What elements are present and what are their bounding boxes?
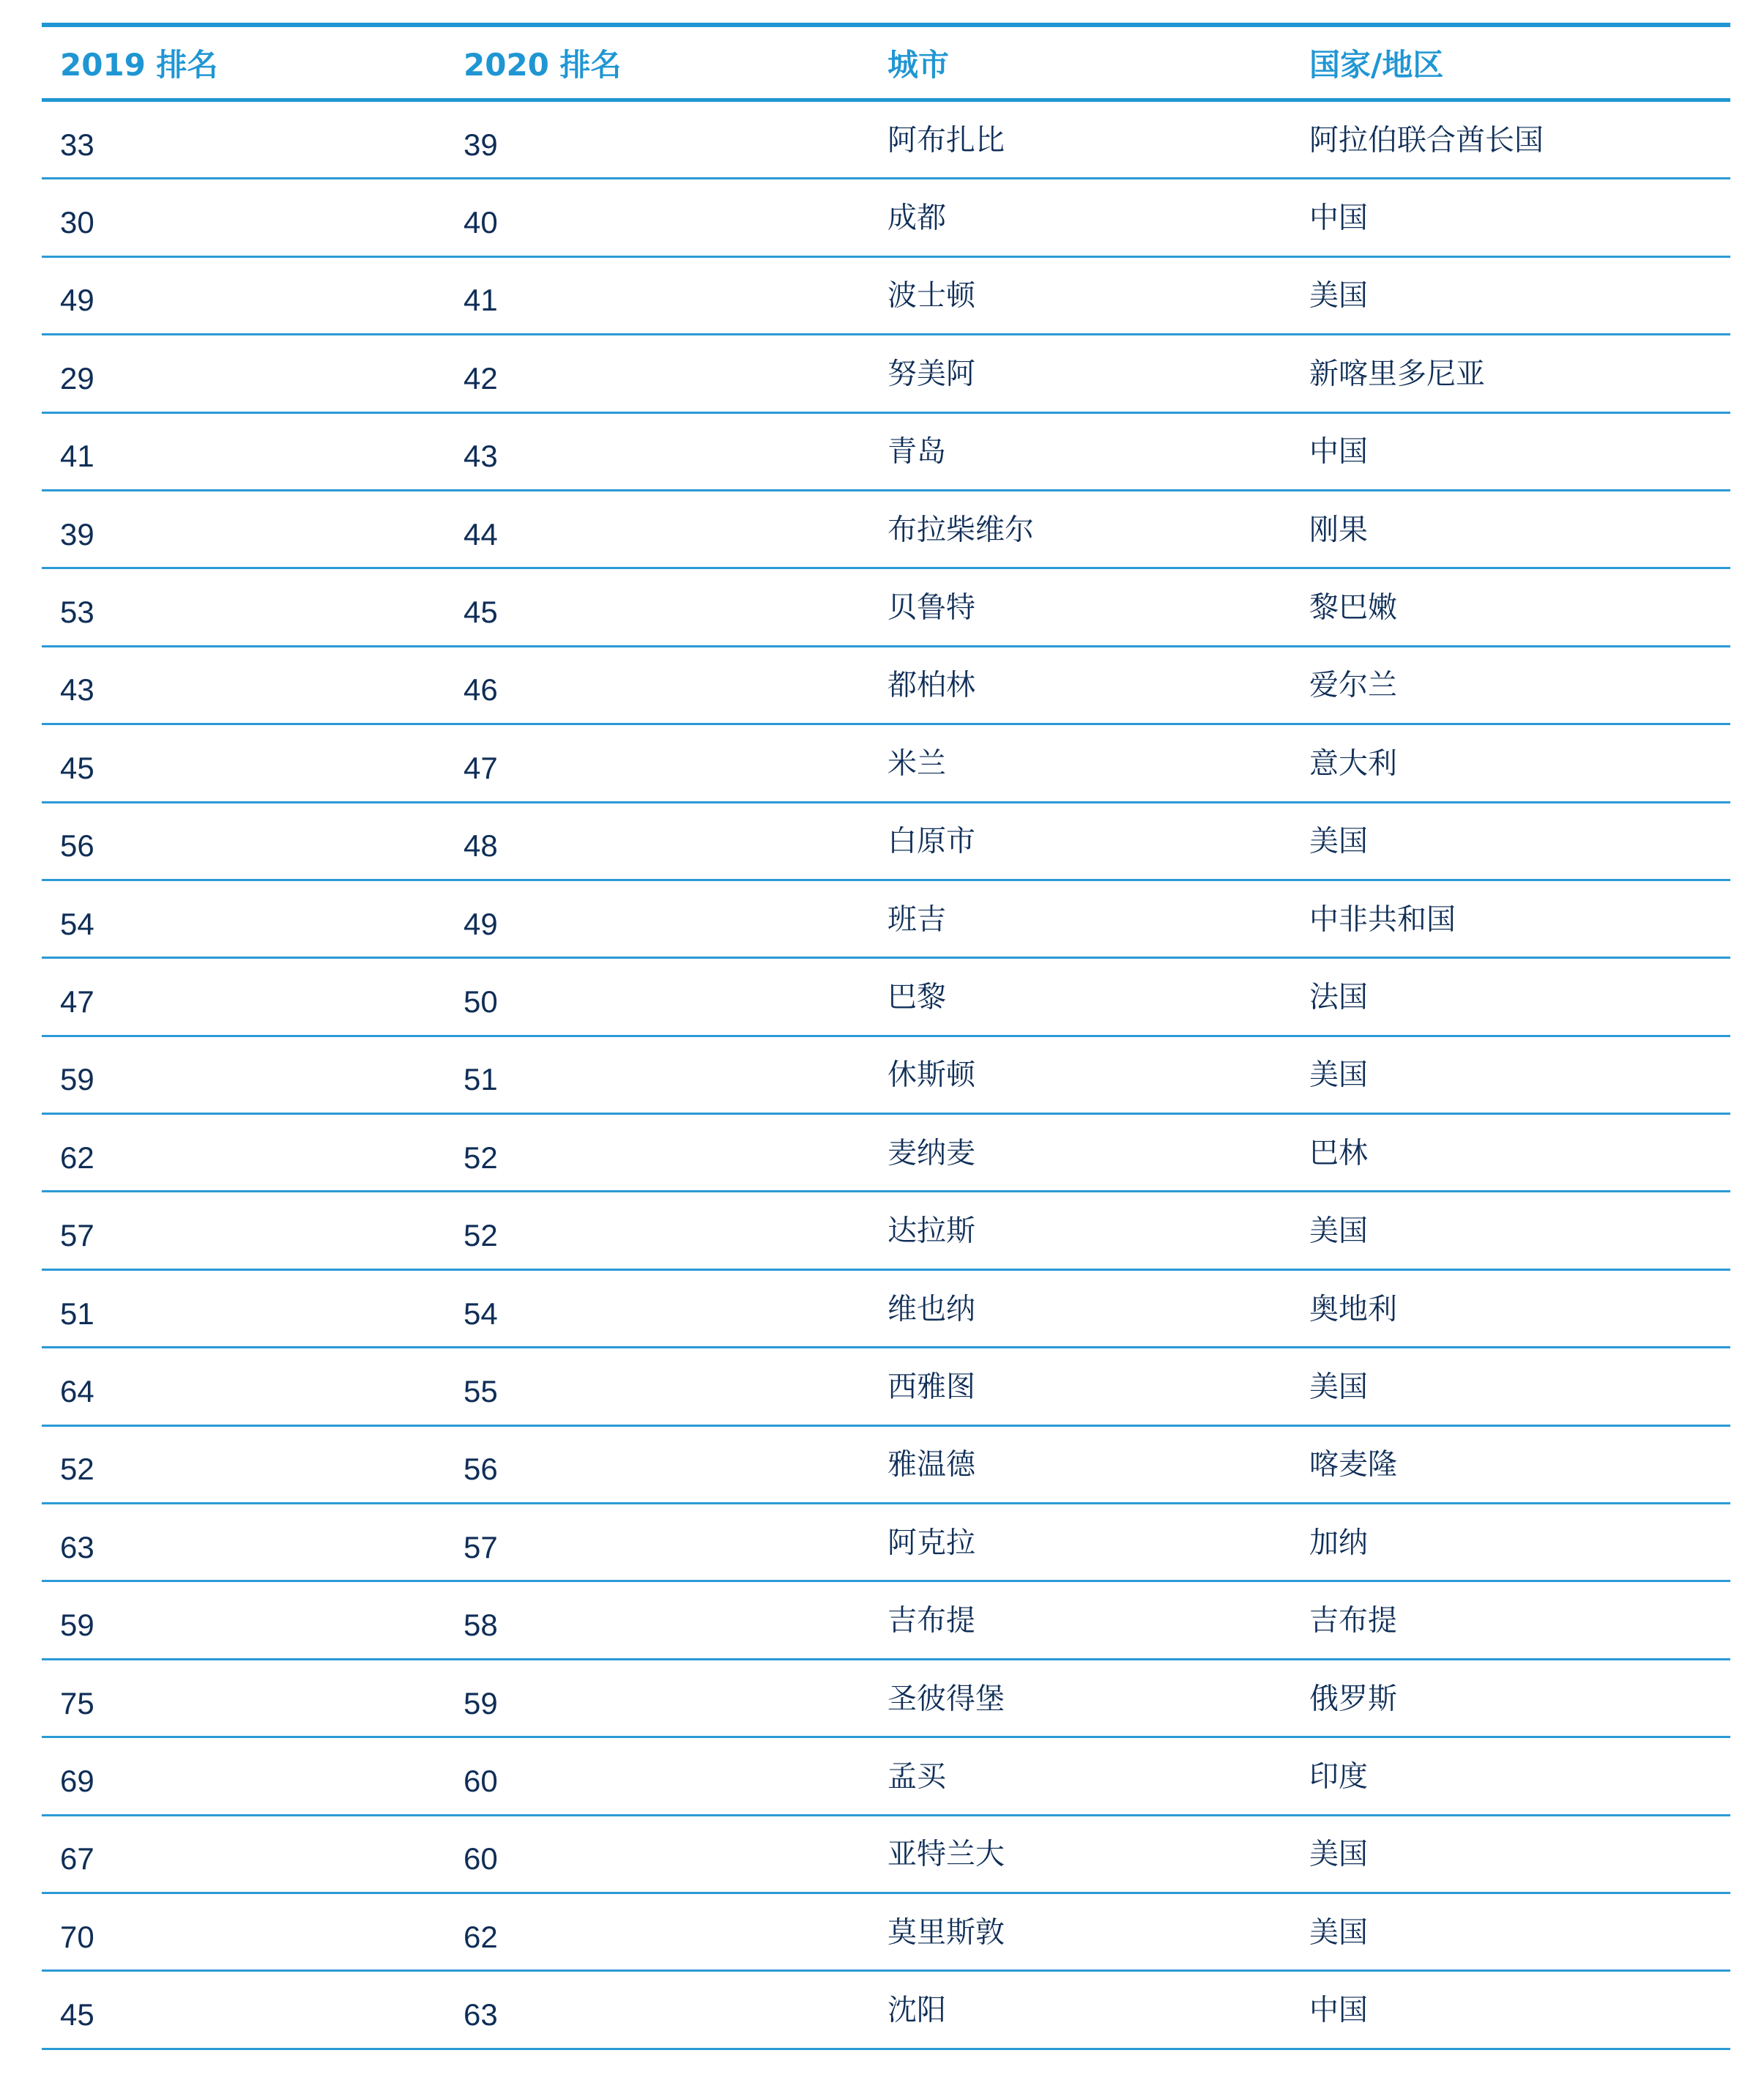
cell-rank-2020: 56 (464, 1452, 498, 1487)
cell-city: 亚特兰大 (887, 1837, 1005, 1871)
cell-country: 中国 (1309, 201, 1368, 235)
table-row (42, 179, 1730, 257)
cell-city: 白原市 (887, 824, 975, 858)
column-header-2019-rank: 2019 排名 (60, 46, 218, 83)
cell-rank-2020: 52 (464, 1140, 498, 1175)
table-row (42, 1582, 1730, 1660)
cell-city: 莫里斯敦 (887, 1915, 1005, 1950)
cell-rank-2019: 75 (60, 1685, 94, 1720)
cell-rank-2020: 48 (464, 828, 498, 864)
cell-city: 都柏林 (887, 669, 975, 703)
cell-city: 雅温德 (887, 1447, 975, 1482)
table-row (42, 1427, 1730, 1504)
cell-country: 奥地利 (1309, 1292, 1397, 1326)
cell-rank-2019: 67 (60, 1841, 94, 1876)
table-row (42, 647, 1730, 725)
cell-country: 新喀里多尼亚 (1309, 357, 1485, 391)
cell-country: 法国 (1309, 980, 1368, 1014)
column-header-country: 国家/地区 (1309, 46, 1444, 83)
cell-city: 贝鲁特 (887, 590, 975, 625)
cell-rank-2019: 57 (60, 1218, 94, 1253)
cell-rank-2020: 42 (464, 361, 498, 396)
cell-rank-2019: 51 (60, 1296, 94, 1331)
column-header-2020-rank: 2020 排名 (464, 46, 622, 83)
cell-country: 刚果 (1309, 513, 1368, 547)
cell-country: 阿拉伯联合酋长国 (1309, 123, 1544, 157)
cell-rank-2019: 59 (60, 1608, 94, 1643)
cell-rank-2019: 64 (60, 1374, 94, 1409)
cell-rank-2019: 49 (60, 283, 94, 318)
table-row (42, 1738, 1730, 1816)
table-row (42, 803, 1730, 881)
cell-rank-2020: 45 (464, 595, 498, 630)
table-row (42, 491, 1730, 569)
cell-country: 美国 (1309, 1370, 1368, 1404)
cell-rank-2020: 59 (464, 1685, 498, 1720)
cell-city: 班吉 (887, 902, 946, 937)
table-row (42, 725, 1730, 803)
cell-rank-2019: 69 (60, 1764, 94, 1799)
table-row (42, 881, 1730, 959)
cell-country: 中非共和国 (1309, 902, 1456, 937)
cell-rank-2020: 55 (464, 1374, 498, 1409)
cell-rank-2020: 39 (464, 127, 498, 162)
cell-country: 印度 (1309, 1759, 1368, 1794)
cell-city: 西雅图 (887, 1370, 975, 1404)
cell-rank-2019: 45 (60, 751, 94, 786)
cell-city: 波士顿 (887, 279, 975, 313)
cell-rank-2020: 60 (464, 1764, 498, 1799)
cell-rank-2020: 52 (464, 1218, 498, 1253)
table-row (42, 335, 1730, 413)
cell-rank-2019: 52 (60, 1452, 94, 1487)
cell-city: 圣彼得堡 (887, 1682, 1005, 1716)
cell-rank-2020: 58 (464, 1608, 498, 1643)
cell-rank-2020: 57 (464, 1529, 498, 1564)
cell-rank-2020: 54 (464, 1296, 498, 1331)
cell-rank-2019: 45 (60, 1997, 94, 2032)
table-row (42, 569, 1730, 647)
cell-city: 孟买 (887, 1759, 946, 1794)
cell-country: 美国 (1309, 279, 1368, 313)
cell-city: 阿布扎比 (887, 123, 1005, 157)
cell-rank-2019: 43 (60, 672, 94, 708)
table-row (42, 1816, 1730, 1894)
cell-country: 吉布提 (1309, 1603, 1397, 1638)
table-row (42, 1037, 1730, 1115)
cell-rank-2020: 46 (464, 672, 498, 708)
table-row (42, 959, 1730, 1036)
table-row (42, 1504, 1730, 1582)
table-row (42, 1972, 1730, 2049)
table-row (42, 1271, 1730, 1348)
cell-rank-2019: 39 (60, 516, 94, 552)
cell-rank-2020: 62 (464, 1919, 498, 1954)
cell-rank-2019: 29 (60, 361, 94, 396)
cell-country: 美国 (1309, 824, 1368, 858)
cell-rank-2020: 63 (464, 1997, 498, 2032)
cell-city: 吉布提 (887, 1603, 975, 1638)
table-row (42, 102, 1730, 179)
cell-country: 美国 (1309, 1214, 1368, 1248)
cell-rank-2019: 53 (60, 595, 94, 630)
cell-city: 达拉斯 (887, 1214, 975, 1248)
table-row (42, 1348, 1730, 1426)
cell-country: 爱尔兰 (1309, 669, 1397, 703)
cell-rank-2020: 50 (464, 984, 498, 1020)
cell-country: 中国 (1309, 1993, 1368, 2027)
column-header-city: 城市 (887, 46, 950, 83)
cell-rank-2019: 56 (60, 828, 94, 864)
cell-city: 休斯顿 (887, 1058, 975, 1093)
table-row (42, 258, 1730, 335)
cell-city: 沈阳 (887, 1993, 946, 2027)
table-header (42, 23, 1730, 102)
cell-city: 维也纳 (887, 1292, 975, 1326)
cell-country: 美国 (1309, 1915, 1368, 1950)
cell-country: 意大利 (1309, 746, 1397, 781)
cell-country: 美国 (1309, 1837, 1368, 1871)
table-row (42, 1192, 1730, 1270)
cell-rank-2019: 47 (60, 984, 94, 1020)
cell-rank-2019: 70 (60, 1919, 94, 1954)
cell-city: 青岛 (887, 434, 946, 469)
cell-city: 麦纳麦 (887, 1136, 975, 1170)
table-body (42, 102, 1730, 2050)
cell-country: 加纳 (1309, 1526, 1368, 1560)
cell-rank-2020: 49 (464, 906, 498, 941)
cell-rank-2020: 60 (464, 1841, 498, 1876)
cell-city: 阿克拉 (887, 1526, 975, 1560)
cell-country: 俄罗斯 (1309, 1682, 1397, 1716)
cell-rank-2020: 47 (464, 751, 498, 786)
cell-rank-2019: 63 (60, 1529, 94, 1564)
cell-rank-2019: 41 (60, 439, 94, 474)
cell-rank-2020: 44 (464, 516, 498, 552)
cell-rank-2020: 41 (464, 283, 498, 318)
cell-city: 米兰 (887, 746, 946, 781)
cell-city: 成都 (887, 201, 946, 235)
cell-city: 努美阿 (887, 357, 975, 391)
cell-country: 黎巴嫩 (1309, 590, 1397, 625)
cell-rank-2019: 62 (60, 1140, 94, 1175)
cell-country: 中国 (1309, 434, 1368, 469)
ranking-table (42, 23, 1730, 2050)
cell-rank-2019: 33 (60, 127, 94, 162)
cell-country: 美国 (1309, 1058, 1368, 1093)
cell-rank-2020: 40 (464, 205, 498, 240)
cell-rank-2019: 30 (60, 205, 94, 240)
cell-rank-2020: 43 (464, 439, 498, 474)
table-row (42, 1115, 1730, 1192)
cell-country: 巴林 (1309, 1136, 1368, 1170)
cell-city: 巴黎 (887, 980, 946, 1014)
cell-rank-2019: 54 (60, 906, 94, 941)
table-row (42, 1894, 1730, 1972)
table-row (42, 414, 1730, 491)
table-row (42, 1660, 1730, 1738)
cell-country: 喀麦隆 (1309, 1447, 1397, 1482)
cell-city: 布拉柴维尔 (887, 513, 1034, 547)
cell-rank-2019: 59 (60, 1062, 94, 1097)
cell-rank-2020: 51 (464, 1062, 498, 1097)
